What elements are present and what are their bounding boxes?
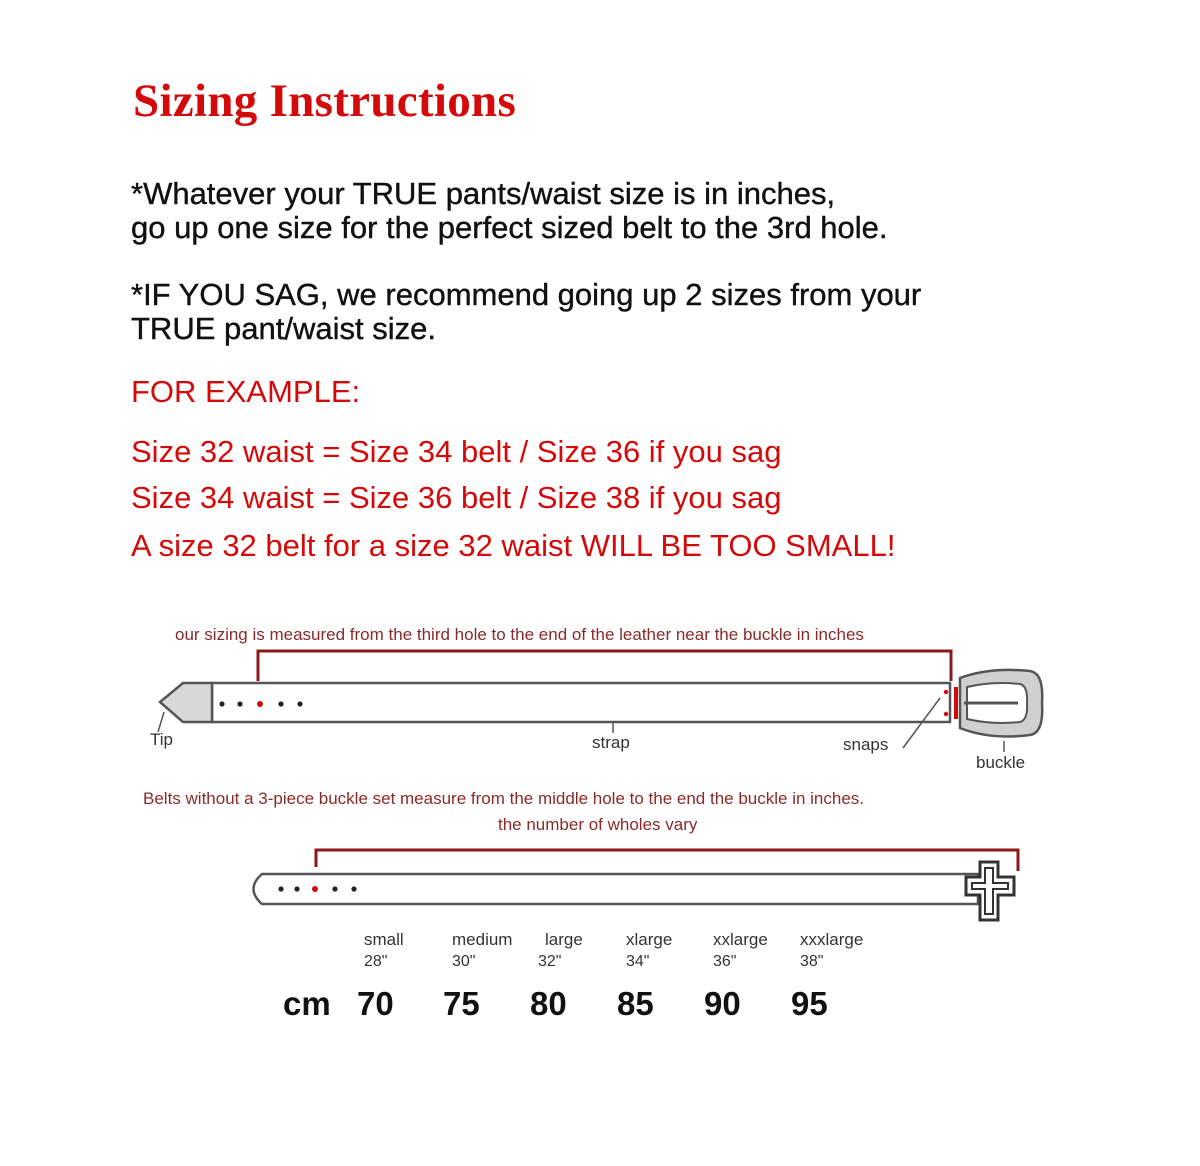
caption-measure-three-piece: our sizing is measured from the third hole to the end of the leather near the buckle in inches xyxy=(175,625,864,644)
buckle-icon xyxy=(960,670,1042,737)
label-buckle: buckle xyxy=(976,753,1026,772)
instruction-line: go up one size for the perfect sized belt to the 3rd hole. xyxy=(131,210,888,245)
instruction-line: *IF YOU SAG, we recommend going up 2 sizes from your xyxy=(131,277,922,312)
measure-bracket-top xyxy=(258,651,951,681)
instruction-line: TRUE pant/waist size. xyxy=(131,311,436,346)
size-cm: 95 xyxy=(791,985,828,1022)
example-line: A size 32 belt for a size 32 waist WILL BE TOO SMALL! xyxy=(131,528,896,563)
size-inches: 38" xyxy=(800,953,824,970)
label-snaps: snaps xyxy=(843,735,889,754)
size-name: small xyxy=(364,930,404,949)
size-cm: 80 xyxy=(530,985,567,1022)
belt-strap-top xyxy=(160,683,950,722)
label-tip: Tip xyxy=(150,730,173,749)
size-name: xxlarge xyxy=(713,930,768,949)
cross-buckle-icon xyxy=(966,862,1014,920)
example-line: Size 32 waist = Size 34 belt / Size 36 if you sag xyxy=(131,434,782,469)
size-inches: 28" xyxy=(364,953,388,970)
size-inches: 32" xyxy=(538,953,562,970)
belt-strap-bottom xyxy=(254,874,979,904)
example-line: Size 34 waist = Size 36 belt / Size 38 if you sag xyxy=(131,480,782,515)
size-cm: 70 xyxy=(357,985,394,1022)
instruction-line: *Whatever your TRUE pants/waist size is in inches, xyxy=(131,176,836,211)
size-name: xlarge xyxy=(626,930,673,949)
size-cm: 85 xyxy=(617,985,654,1022)
caption-measure-one-piece: Belts without a 3-piece buckle set measure from the middle hole to the end the buckle in inches. xyxy=(143,789,865,808)
size-name: medium xyxy=(452,930,513,949)
size-inches: 36" xyxy=(713,953,737,970)
label-strap: strap xyxy=(592,733,630,752)
size-name: large xyxy=(545,930,583,949)
size-cm: 75 xyxy=(443,985,480,1022)
size-name: xxxlarge xyxy=(800,930,864,949)
cm-label: cm xyxy=(283,985,331,1022)
size-cm: 90 xyxy=(704,985,741,1022)
measure-bracket-bottom xyxy=(316,850,1018,871)
example-heading: FOR EXAMPLE: xyxy=(131,374,361,409)
caption-holes-vary: the number of wholes vary xyxy=(498,815,698,834)
size-inches: 34" xyxy=(626,953,650,970)
page-title: Sizing Instructions xyxy=(133,75,517,127)
size-inches: 30" xyxy=(452,953,476,970)
